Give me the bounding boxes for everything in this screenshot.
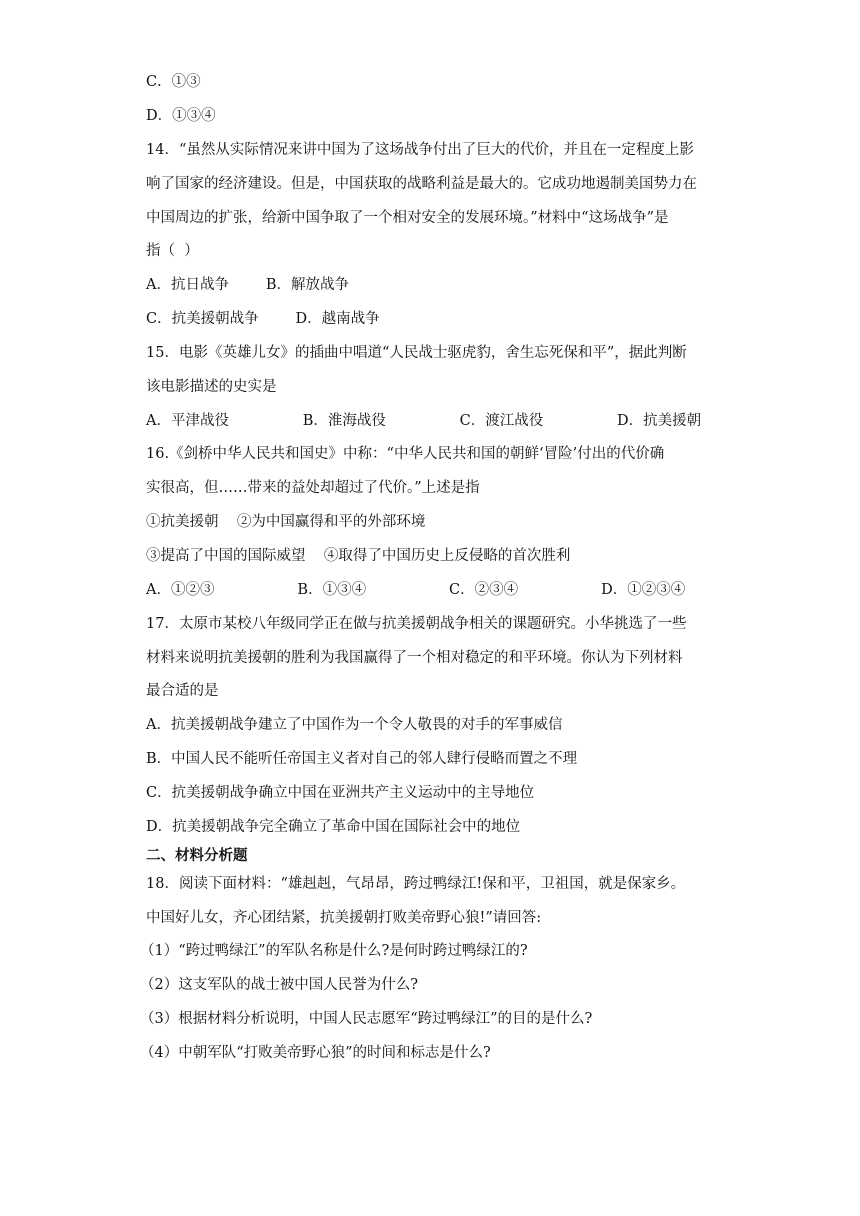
text-line: 材料来说明抗美援朝的胜利为我国赢得了一个相对稳定的和平环境。你认为下列材料 xyxy=(146,650,683,666)
text-line: 最合适的是 xyxy=(146,683,219,699)
question-14-line: 14．“虽然从实际情况来讲中国为了这场战争付出了巨大的代价，并且在一定程度上影 xyxy=(146,142,694,158)
option-line: C．抗美援朝战争 D．越南战争 xyxy=(146,311,380,327)
text-line: 指（ ） xyxy=(146,243,199,259)
text-line: 实很高，但……带来的益处却超过了代价。”上述是指 xyxy=(146,480,480,496)
text-line: 该电影描述的史实是 xyxy=(146,379,277,395)
sub-question-4: （4）中朝军队“打败美帝野心狼”的时间和标志是什么? xyxy=(140,1045,491,1061)
question-15-line: 15．电影《英雄儿女》的插曲中唱道“人民战士驱虎豹，舍生忘死保和平”，据此判断 xyxy=(146,345,687,361)
text-line: ③提高了中国的国际威望 ④取得了中国历史上反侵略的首次胜利 xyxy=(146,548,571,564)
option-line: A．平津战役 B．淮海战役 C．渡江战役 D．抗美援朝 xyxy=(146,413,702,429)
text-line: 中国好儿女，齐心团结紧，抗美援朝打败美帝野心狼!”请回答: xyxy=(146,910,542,926)
text-line: 中国周边的扩张，给新中国争取了一个相对安全的发展环境。”材料中“这场战争”是 xyxy=(146,210,669,226)
text-line: 响了国家的经济建设。但是，中国获取的战略利益是最大的。它成功地遏制美国势力在 xyxy=(146,176,697,192)
text-line: C．①③ xyxy=(146,74,201,90)
text-line: ①抗美援朝 ②为中国赢得和平的外部环境 xyxy=(146,514,426,530)
option-line: A．①②③ B．①③④ C．②③④ D．①②③④ xyxy=(146,582,686,598)
option-line: D．抗美援朝战争完全确立了革命中国在国际社会中的地位 xyxy=(146,819,521,835)
option-line: A．抗日战争 B．解放战争 xyxy=(146,277,349,293)
section-heading: 二、材料分析题 xyxy=(146,847,248,864)
sub-question-2: （2）这支军队的战士被中国人民誉为什么? xyxy=(140,977,418,993)
sub-question-1: （1）“跨过鸭绿江”的军队名称是什么?是何时跨过鸭绿江的? xyxy=(140,943,528,959)
option-line: A．抗美援朝战争建立了中国作为一个令人敬畏的对手的军事威信 xyxy=(146,717,563,733)
question-16-line: 16.《剑桥中华人民共和国史》中称：“中华人民共和国的朝鲜‘冒险’付出的代价确 xyxy=(146,446,665,462)
option-line: C．抗美援朝战争确立中国在亚洲共产主义运动中的主导地位 xyxy=(146,785,535,801)
sub-question-3: （3）根据材料分析说明，中国人民志愿军“跨过鸭绿江”的目的是什么? xyxy=(140,1011,593,1027)
option-line: B．中国人民不能听任帝国主义者对自己的邻人肆行侵略而置之不理 xyxy=(146,751,578,767)
question-17-line: 17．太原市某校八年级同学正在做与抗美援朝战争相关的课题研究。小华挑选了一些 xyxy=(146,616,687,632)
question-18-line: 18．阅读下面材料：“雄赳赳，气昂昂，跨过鸭绿江!保和平，卫祖国，就是保家乡。 xyxy=(146,876,686,892)
text-line: D．①③④ xyxy=(146,108,216,124)
